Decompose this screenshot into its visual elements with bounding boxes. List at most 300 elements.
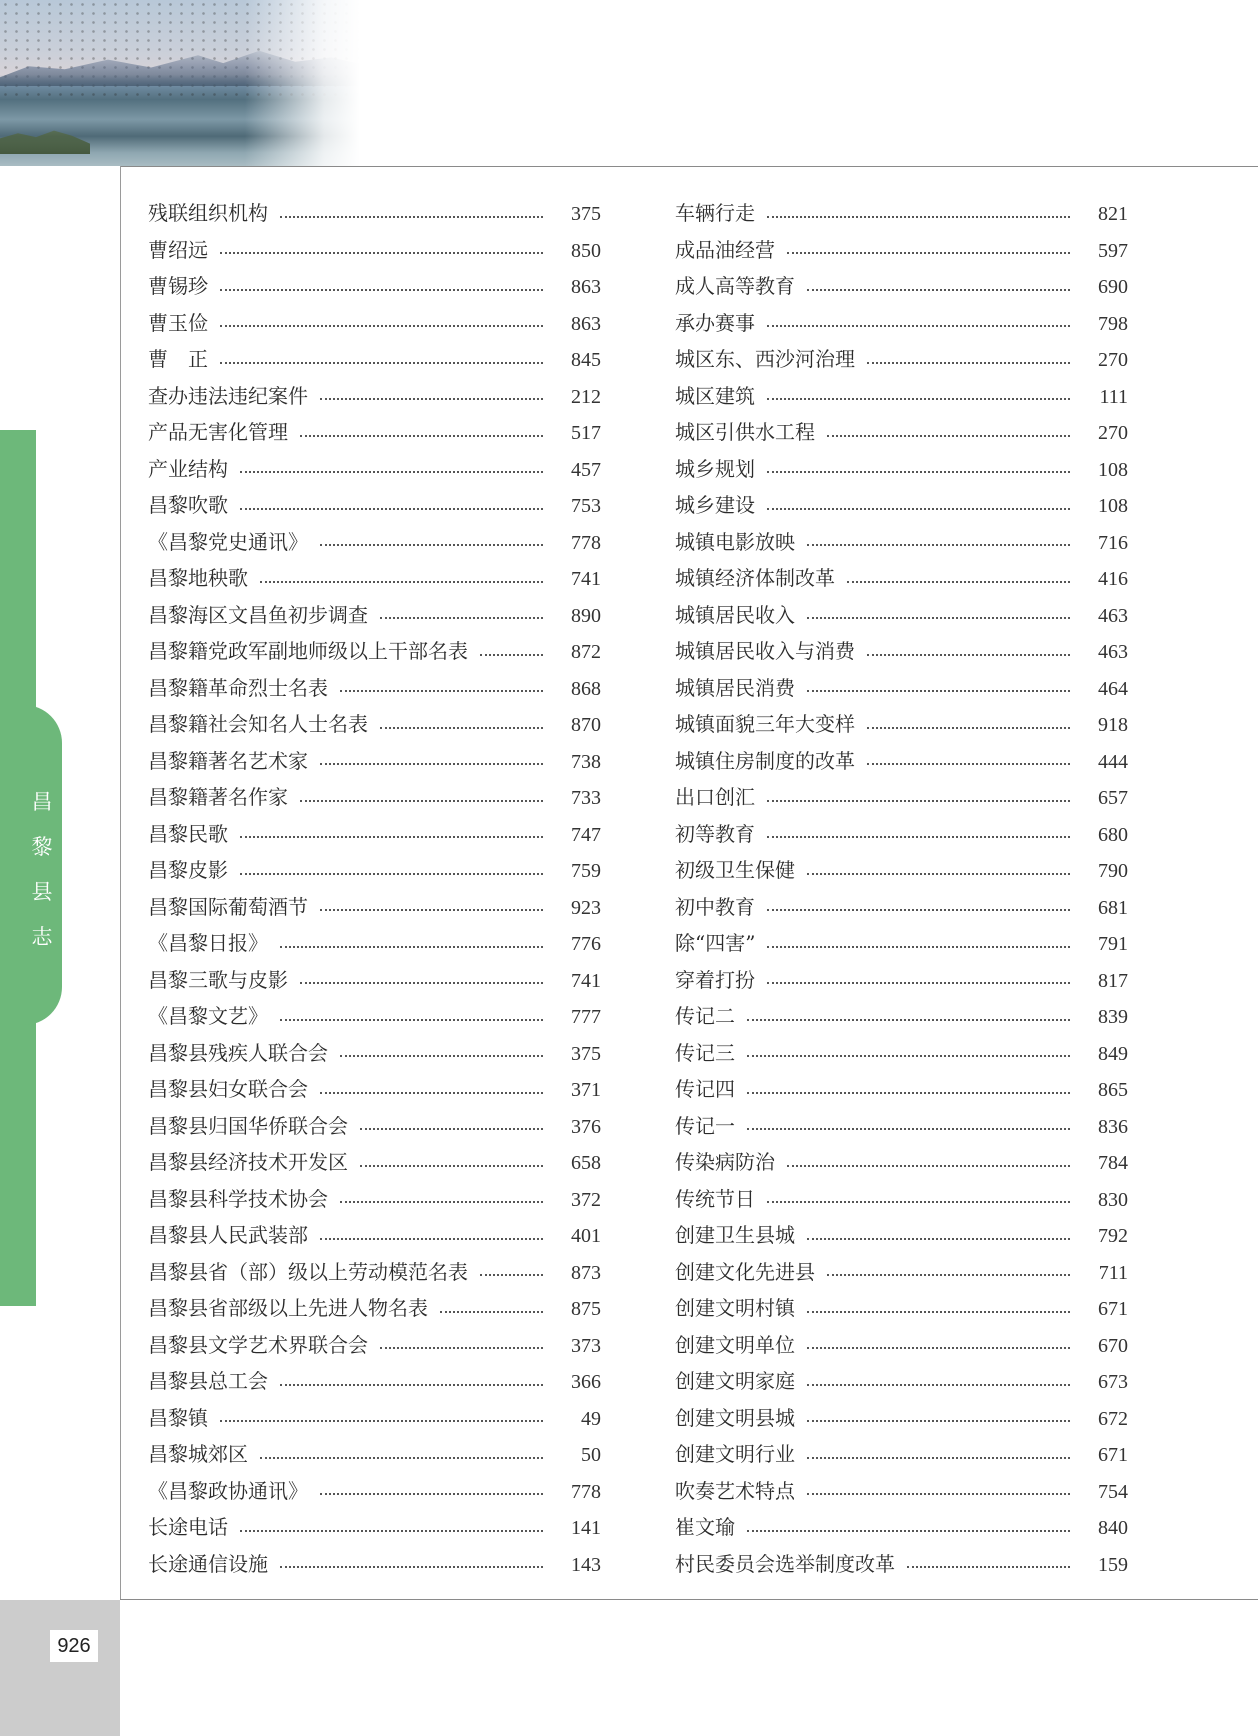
- index-term: 城镇居民消费: [675, 675, 795, 700]
- dot-leader: [220, 288, 543, 291]
- index-page-number: 141: [571, 1517, 601, 1539]
- index-entry: [148, 268, 601, 305]
- index-page-number: 836: [1098, 1115, 1128, 1138]
- dot-leader: [867, 653, 1070, 656]
- dot-leader: [827, 1273, 1070, 1276]
- dot-leader: [380, 726, 543, 729]
- index-term: 曹锡珍: [148, 274, 208, 298]
- index-page-number: 753: [571, 495, 601, 517]
- index-entry: [675, 451, 1128, 488]
- dot-leader: [280, 1565, 543, 1568]
- index-page-number: 464: [1098, 677, 1128, 700]
- index-entry: [148, 1144, 601, 1181]
- dot-leader: [320, 1237, 543, 1240]
- dot-leader: [240, 872, 543, 875]
- index-term: 传统节日: [675, 1186, 755, 1211]
- index-entry: [675, 524, 1128, 561]
- dot-leader: [260, 1456, 543, 1459]
- index-term: 创建文明村镇: [675, 1296, 795, 1320]
- dot-leader: [300, 799, 543, 802]
- index-page-number: 872: [571, 641, 601, 663]
- dot-leader: [747, 1091, 1070, 1094]
- index-entry: [148, 1546, 601, 1583]
- index-term: 昌黎县省（部）级以上劳动模范名表: [148, 1259, 468, 1284]
- index-entry: [148, 852, 601, 889]
- index-entry: [148, 305, 601, 342]
- index-term: 成人高等教育: [675, 274, 795, 298]
- dot-leader: [767, 981, 1070, 984]
- index-term: 传记二: [675, 1004, 735, 1028]
- index-term: 曹玉俭: [148, 310, 208, 335]
- index-page-number: 366: [571, 1371, 601, 1393]
- index-entry: [675, 1144, 1128, 1181]
- index-page-number: 671: [1098, 1298, 1128, 1320]
- index-page-number: 784: [1098, 1152, 1128, 1174]
- index-entry: [148, 998, 601, 1035]
- dot-leader: [807, 1419, 1070, 1422]
- side-title: 昌黎县志: [31, 790, 53, 949]
- index-page-number: 918: [1098, 714, 1128, 736]
- dot-leader: [807, 288, 1070, 291]
- dot-leader: [767, 945, 1070, 948]
- dot-leader: [260, 580, 543, 583]
- index-page-number: 376: [571, 1115, 601, 1138]
- dot-leader: [220, 324, 543, 327]
- index-page-number: 108: [1098, 458, 1128, 481]
- index-entry: [148, 962, 601, 999]
- dot-leader: [320, 1091, 543, 1094]
- index-entry: [675, 1363, 1128, 1400]
- index-page-number: 681: [1098, 896, 1128, 919]
- dot-leader: [360, 1127, 543, 1130]
- dot-leader: [320, 762, 543, 765]
- index-page-number: 49: [581, 1407, 601, 1430]
- index-term: 《昌黎政协通讯》: [148, 1478, 308, 1503]
- index-page-number: 754: [1098, 1480, 1128, 1503]
- index-entry: [675, 633, 1128, 670]
- index-entry: [148, 1290, 601, 1327]
- index-term: 城镇居民收入: [675, 602, 795, 627]
- index-term: 昌黎籍著名艺术家: [148, 748, 308, 773]
- dot-leader: [360, 1164, 543, 1167]
- dot-leader: [300, 981, 543, 984]
- index-entry: [675, 779, 1128, 816]
- index-term: 《昌黎文艺》: [148, 1004, 268, 1028]
- index-term: 昌黎籍党政军副地师级以上干部名表: [148, 639, 468, 663]
- dot-leader: [220, 1419, 543, 1422]
- index-entry: [675, 341, 1128, 378]
- index-entry: [675, 232, 1128, 269]
- bottom-rule: [120, 1599, 1258, 1600]
- index-entry: [675, 816, 1128, 853]
- dot-leader: [807, 1492, 1070, 1495]
- index-term: 创建文明行业: [675, 1442, 795, 1466]
- index-term: 昌黎籍社会知名人士名表: [148, 712, 368, 736]
- index-term: 昌黎县人民武装部: [148, 1223, 308, 1247]
- index-page-number: 270: [1098, 349, 1128, 371]
- index-entry: [675, 560, 1128, 597]
- index-term: 昌黎县科学技术协会: [148, 1186, 328, 1211]
- index-term: 曹 正: [148, 347, 208, 371]
- index-term: 昌黎海区文昌鱼初步调查: [148, 602, 368, 627]
- index-term: 产业结构: [148, 456, 228, 481]
- dot-leader: [767, 215, 1070, 218]
- index-term: 穿着打扮: [675, 967, 755, 992]
- index-column-left: [148, 195, 601, 1582]
- index-entry: [148, 1363, 601, 1400]
- index-entry: [148, 706, 601, 743]
- index-page-number: 777: [571, 1006, 601, 1028]
- index-term: 初等教育: [675, 821, 755, 846]
- index-page-number: 741: [571, 568, 601, 590]
- index-term: 昌黎吹歌: [148, 493, 228, 517]
- dot-leader: [767, 1200, 1070, 1203]
- index-entry: [675, 962, 1128, 999]
- index-page-number: 738: [571, 750, 601, 773]
- index-page-number: 517: [571, 422, 601, 444]
- index-page-number: 672: [1098, 1407, 1128, 1430]
- index-term: 创建卫生县城: [675, 1223, 795, 1247]
- index-entry: [148, 597, 601, 634]
- dot-leader: [787, 1164, 1070, 1167]
- index-entry: [148, 232, 601, 269]
- dot-leader: [320, 543, 543, 546]
- index-entry: [675, 487, 1128, 524]
- index-page-number: 890: [571, 604, 601, 627]
- dot-leader: [747, 1018, 1070, 1021]
- index-page-number: 875: [571, 1298, 601, 1320]
- index-term: 昌黎籍革命烈士名表: [148, 675, 328, 700]
- dot-leader: [240, 1529, 543, 1532]
- dot-leader: [480, 1273, 543, 1276]
- dot-leader: [767, 908, 1070, 911]
- index-entry: [675, 670, 1128, 707]
- index-term: 传记三: [675, 1040, 735, 1065]
- index-term: 崔文瑜: [675, 1515, 735, 1539]
- index-page-number: 108: [1098, 495, 1128, 517]
- index-term: 昌黎县文学艺术界联合会: [148, 1332, 368, 1357]
- index-entry: [675, 597, 1128, 634]
- index-page-number: 658: [571, 1152, 601, 1174]
- index-entry: [675, 195, 1128, 232]
- index-term: 创建文明家庭: [675, 1369, 795, 1393]
- index-term: 昌黎皮影: [148, 858, 228, 882]
- index-entry: [675, 1035, 1128, 1072]
- index-page-number: 457: [571, 458, 601, 481]
- index-page-number: 143: [571, 1553, 601, 1576]
- index-page-number: 741: [571, 969, 601, 992]
- index-page-number: 849: [1098, 1042, 1128, 1065]
- index-term: 查办违法违纪案件: [148, 383, 308, 408]
- index-entry: [675, 852, 1128, 889]
- index-term: 村民委员会选举制度改革: [675, 1551, 895, 1576]
- index-entry: [148, 560, 601, 597]
- left-margin-rule: [120, 166, 121, 1600]
- dot-leader: [867, 762, 1070, 765]
- index-entry: [675, 1071, 1128, 1108]
- index-entry: [148, 925, 601, 962]
- index-term: 城镇电影放映: [675, 529, 795, 554]
- dot-leader: [220, 251, 543, 254]
- index-entry: [675, 1509, 1128, 1546]
- index-entry: [148, 1400, 601, 1437]
- index-term: 昌黎县经济技术开发区: [148, 1150, 348, 1174]
- index-page-number: 711: [1098, 1261, 1128, 1284]
- index-page-number: 863: [571, 276, 601, 298]
- index-page-number: 792: [1098, 1225, 1128, 1247]
- index-entry: [148, 1035, 601, 1072]
- index-entry: [675, 378, 1128, 415]
- dot-leader: [807, 1456, 1070, 1459]
- index-term: 吹奏艺术特点: [675, 1478, 795, 1503]
- index-page-number: 212: [571, 385, 601, 408]
- dot-leader: [240, 835, 543, 838]
- index-page-number: 776: [571, 933, 601, 955]
- index-page-number: 791: [1098, 933, 1128, 955]
- dot-leader: [320, 908, 543, 911]
- index-term: 昌黎三歌与皮影: [148, 967, 288, 992]
- index-page-number: 845: [571, 349, 601, 371]
- index-entry: [675, 1217, 1128, 1254]
- index-page-number: 111: [1099, 385, 1128, 408]
- dot-leader: [340, 1200, 543, 1203]
- index-term: 城乡建设: [675, 493, 755, 517]
- index-entry: [148, 743, 601, 780]
- dot-leader: [807, 1383, 1070, 1386]
- index-page-number: 863: [571, 312, 601, 335]
- index-entry: [148, 1509, 601, 1546]
- dot-leader: [807, 689, 1070, 692]
- index-page-number: 830: [1098, 1188, 1128, 1211]
- index-entry: [148, 633, 601, 670]
- index-term: 创建文明县城: [675, 1405, 795, 1430]
- dot-leader: [767, 799, 1070, 802]
- index-term: 长途电话: [148, 1515, 228, 1539]
- index-term: 昌黎县归国华侨联合会: [148, 1113, 348, 1138]
- index-page-number: 372: [571, 1188, 601, 1211]
- dot-leader: [300, 434, 543, 437]
- index-term: 创建文化先进县: [675, 1259, 815, 1284]
- dot-leader: [440, 1310, 543, 1313]
- dot-leader: [807, 1310, 1070, 1313]
- index-term: 昌黎城郊区: [148, 1442, 248, 1466]
- index-entry: [675, 1327, 1128, 1364]
- index-term: 城乡规划: [675, 456, 755, 481]
- index-entry: [675, 889, 1128, 926]
- index-page-number: 733: [571, 787, 601, 809]
- index-entry: [148, 1436, 601, 1473]
- dot-leader: [787, 251, 1070, 254]
- top-rule: [120, 166, 1258, 167]
- index-entry: [148, 1473, 601, 1510]
- index-page-number: 270: [1098, 422, 1128, 444]
- index-entry: [148, 195, 601, 232]
- dot-leader: [240, 507, 543, 510]
- index-term: 《昌黎党史通讯》: [148, 529, 308, 554]
- index-term: 昌黎籍著名作家: [148, 785, 288, 809]
- index-page-number: 159: [1098, 1553, 1128, 1576]
- index-term: 创建文明单位: [675, 1332, 795, 1357]
- index-page-number: 850: [571, 239, 601, 262]
- index-page-number: 817: [1098, 969, 1128, 992]
- index-term: 成品油经营: [675, 237, 775, 262]
- index-entry: [148, 670, 601, 707]
- index-term: 城区东、西沙河治理: [675, 347, 855, 371]
- dot-leader: [847, 580, 1070, 583]
- index-term: 产品无害化管理: [148, 420, 288, 444]
- index-page-number: 463: [1098, 641, 1128, 663]
- dot-leader: [907, 1565, 1070, 1568]
- index-page-number: 401: [571, 1225, 601, 1247]
- index-entry: [148, 816, 601, 853]
- index-term: 昌黎镇: [148, 1405, 208, 1430]
- index-page-number: 463: [1098, 604, 1128, 627]
- index-entry: [148, 1071, 601, 1108]
- index-entry: [148, 414, 601, 451]
- dot-leader: [767, 507, 1070, 510]
- header-landscape-photo: [0, 0, 360, 166]
- index-page-number: 840: [1098, 1517, 1128, 1539]
- index-term: 残联组织机构: [148, 201, 268, 225]
- index-entry: [148, 341, 601, 378]
- dot-leader: [340, 1054, 543, 1057]
- index-page-number: 416: [1098, 568, 1128, 590]
- index-entry: [675, 1400, 1128, 1437]
- index-page-number: 444: [1098, 750, 1128, 773]
- index-page-number: 923: [571, 896, 601, 919]
- index-term: 昌黎县总工会: [148, 1369, 268, 1393]
- index-term: 昌黎县残疾人联合会: [148, 1040, 328, 1065]
- index-term: 传染病防治: [675, 1150, 775, 1174]
- dot-leader: [340, 689, 543, 692]
- index-entry: [148, 1327, 601, 1364]
- index-entry: [148, 1181, 601, 1218]
- index-page-number: 778: [571, 1480, 601, 1503]
- dot-leader: [827, 434, 1070, 437]
- index-entry: [148, 1254, 601, 1291]
- photo-fade: [0, 0, 360, 166]
- index-page-number: 865: [1098, 1079, 1128, 1101]
- index-term: 除“四害”: [675, 931, 756, 955]
- index-page-number: 716: [1098, 531, 1128, 554]
- index-term: 城镇住房制度的改革: [675, 748, 855, 773]
- index-entry: [675, 1290, 1128, 1327]
- index-entry: [675, 925, 1128, 962]
- index-entry: [675, 1473, 1128, 1510]
- dot-leader: [807, 1237, 1070, 1240]
- index-page-number: 798: [1098, 312, 1128, 335]
- index-page-number: 870: [571, 714, 601, 736]
- index-entry: [675, 1254, 1128, 1291]
- dot-leader: [280, 1383, 543, 1386]
- index-entry: [148, 451, 601, 488]
- index-entry: [675, 268, 1128, 305]
- dot-leader: [807, 543, 1070, 546]
- dot-leader: [867, 726, 1070, 729]
- index-term: 《昌黎日报》: [148, 931, 268, 955]
- index-term: 昌黎地秧歌: [148, 566, 248, 590]
- dot-leader: [767, 324, 1070, 327]
- index-entry: [675, 1436, 1128, 1473]
- index-page-number: 671: [1098, 1444, 1128, 1466]
- index-page-number: 373: [571, 1334, 601, 1357]
- index-entry: [675, 414, 1128, 451]
- index-term: 车辆行走: [675, 201, 755, 225]
- index-entry: [675, 743, 1128, 780]
- dot-leader: [807, 616, 1070, 619]
- index-term: 传记四: [675, 1077, 735, 1101]
- index-term: 城镇居民收入与消费: [675, 639, 855, 663]
- index-term: 初中教育: [675, 894, 755, 919]
- dot-leader: [240, 470, 543, 473]
- dot-leader: [767, 470, 1070, 473]
- index-term: 昌黎县省部级以上先进人物名表: [148, 1296, 428, 1320]
- dot-leader: [220, 361, 543, 364]
- index-page-number: 759: [571, 860, 601, 882]
- index-entry: [148, 889, 601, 926]
- dot-leader: [767, 397, 1070, 400]
- index-page-number: 839: [1098, 1006, 1128, 1028]
- index-term: 传记一: [675, 1113, 735, 1138]
- dot-leader: [807, 1346, 1070, 1349]
- dot-leader: [747, 1127, 1070, 1130]
- dot-leader: [747, 1529, 1070, 1532]
- index-term: 初级卫生保健: [675, 858, 795, 882]
- footer-strip: [0, 1600, 120, 1736]
- index-entry: [675, 998, 1128, 1035]
- index-page-number: 673: [1098, 1371, 1128, 1393]
- index-entry: [148, 524, 601, 561]
- index-entry: [148, 779, 601, 816]
- dot-leader: [747, 1054, 1070, 1057]
- index-term: 长途通信设施: [148, 1551, 268, 1576]
- dot-leader: [320, 1492, 543, 1495]
- index-page-number: 868: [571, 677, 601, 700]
- index-entry: [148, 378, 601, 415]
- index-page-number: 778: [571, 531, 601, 554]
- index-term: 昌黎国际葡萄酒节: [148, 894, 308, 919]
- index-page-number: 371: [571, 1079, 601, 1101]
- index-page-number: 50: [581, 1444, 601, 1466]
- dot-leader: [867, 361, 1070, 364]
- index-page-number: 821: [1098, 203, 1128, 225]
- index-term: 昌黎县妇女联合会: [148, 1077, 308, 1101]
- index-term: 城区引供水工程: [675, 420, 815, 444]
- index-term: 承办赛事: [675, 310, 755, 335]
- index-entry: [675, 706, 1128, 743]
- index-entry: [675, 1181, 1128, 1218]
- index-term: 城区建筑: [675, 383, 755, 408]
- index-page-number: 670: [1098, 1334, 1128, 1357]
- index-entry: [148, 487, 601, 524]
- index-term: 昌黎民歌: [148, 821, 228, 846]
- index-entry: [675, 1108, 1128, 1145]
- dot-leader: [767, 835, 1070, 838]
- index-term: 城镇经济体制改革: [675, 566, 835, 590]
- index-page-number: 680: [1098, 823, 1128, 846]
- dot-leader: [320, 397, 543, 400]
- dot-leader: [807, 872, 1070, 875]
- dot-leader: [280, 945, 543, 948]
- page-number: 926: [50, 1630, 98, 1662]
- dot-leader: [280, 215, 543, 218]
- index-page-number: 657: [1098, 787, 1128, 809]
- index-term: 城镇面貌三年大变样: [675, 712, 855, 736]
- index-entry: [148, 1108, 601, 1145]
- index-entry: [675, 305, 1128, 342]
- dot-leader: [380, 616, 543, 619]
- index-page-number: 690: [1098, 276, 1128, 298]
